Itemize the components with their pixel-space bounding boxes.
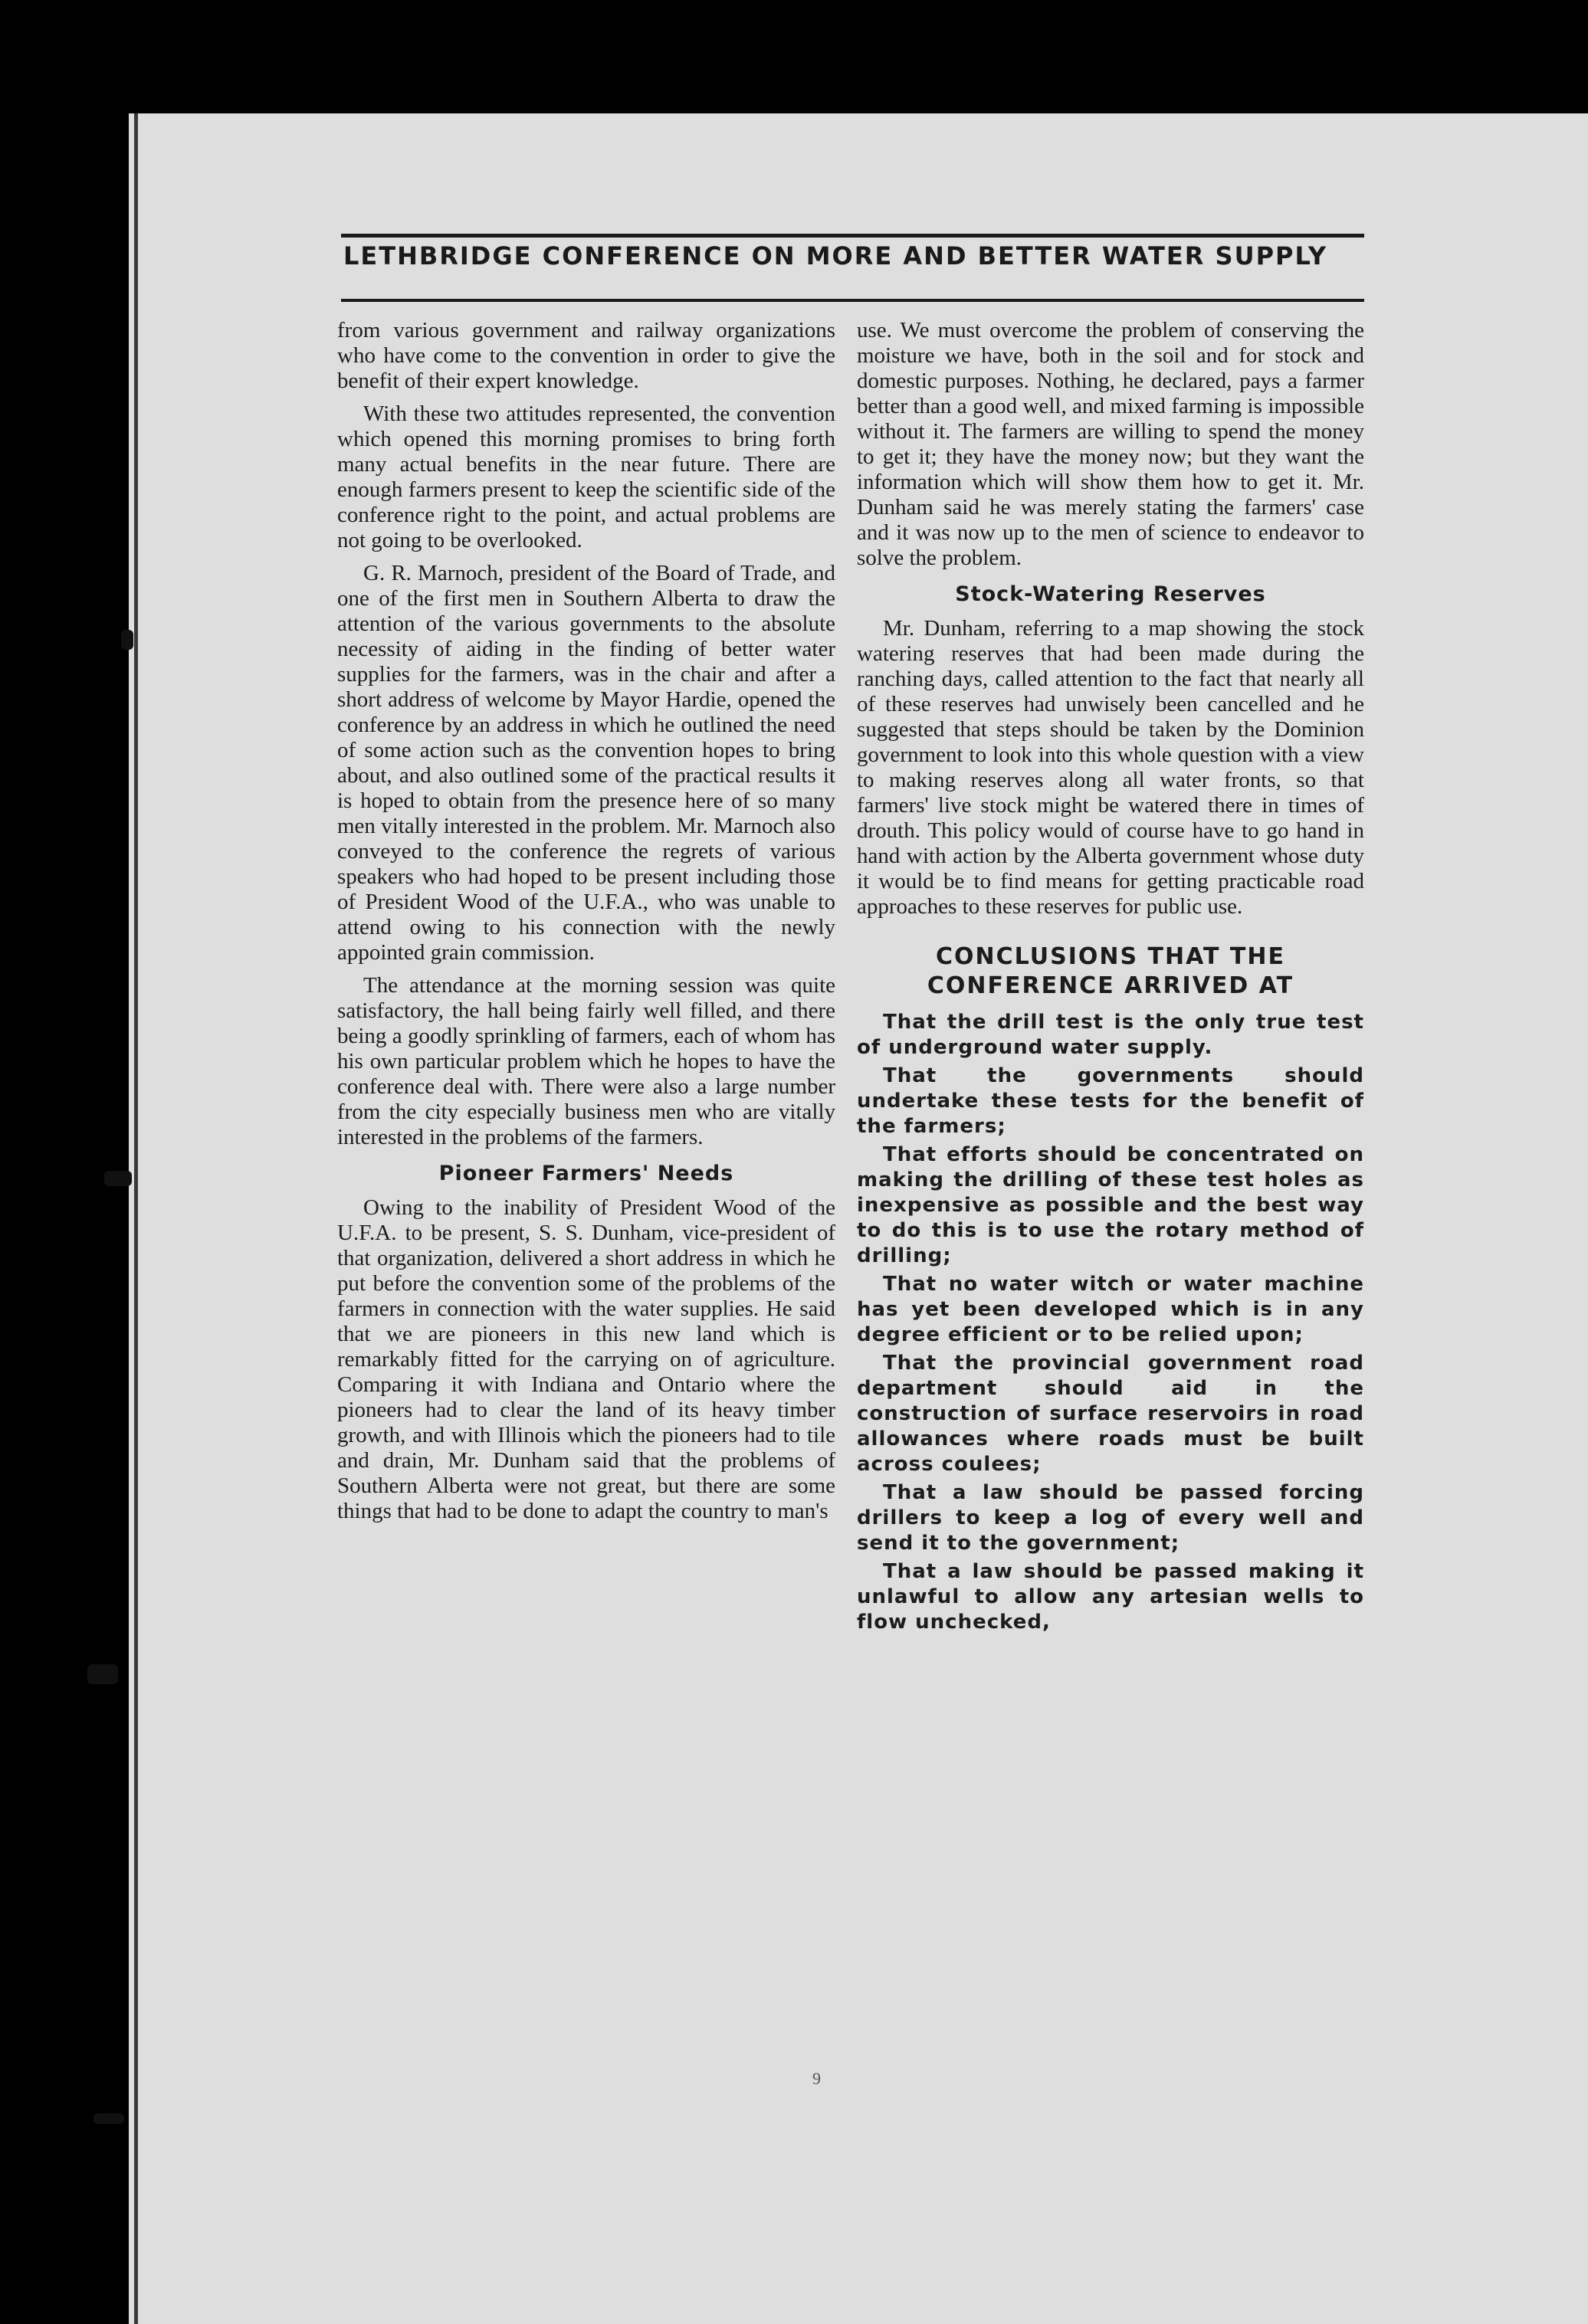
conclusion-item: That the governments should undertake these tests for the benefit of the farmers; [857, 1064, 1364, 1138]
header-rule-top [341, 234, 1364, 238]
page-number: 9 [812, 2069, 821, 2088]
article-paragraph: Owing to the inability of President Wood of the U.F.A. to be present, S. S. Dunham, vice-president of that organization, delivered a short address in which he put before the convention some of the problems of the farmers in connection with the water supplies. He said that we are pioneers in this new land which is remarkably fitted for the carrying on of agriculture. Comparing it with Indiana and Ontario where the pioneers had to clear the land of its heavy timber growth, and with Illinois which the pioneers had to tile and drain, Mr. Dunham said that the problems of Southern Alberta were not great, but there are some things that had to be done to adapt the country to man's [337, 1195, 835, 1523]
article-paragraph: G. R. Marnoch, president of the Board of Trade, and one of the first men in Southern Alberta to draw the attention of the various governments to the absolute necessity of aiding in the finding of better water supplies for the farmers, was in the chair and after a short address of welcome by Mayor Hardie, opened the conference by an address in which he outlined the need of some action such as the convention hopes to bring about, and also outlined some of the practical results it is hoped to obtain from the presence here of so many men vitally interested in the problem. Mr. Marnoch also conveyed to the conference the regrets of various speakers who had hoped to be present including those of President Wood of the U.F.A., who was unable to attend owing to his connection with the newly appointed grain commission. [337, 561, 835, 965]
conclusions-list [857, 1010, 1364, 1635]
conclusion-item: That the drill test is the only true test of underground water supply. [857, 1011, 1364, 1059]
binding-edge [134, 113, 138, 2324]
conclusion-item: That no water witch or water machine has yet been developed which is in any degree efficient or to be relied upon; [857, 1273, 1364, 1346]
conclusion-item: That a law should be passed forcing drillers to keep a log of every well and send it to the government; [857, 1481, 1364, 1555]
conclusion-item: That the provincial government road department should aid in the construction of surface reservoirs in road allowances where roads must be built across coulees; [857, 1352, 1364, 1476]
page-header-title: LETHBRIDGE CONFERENCE ON MORE AND BETTER WATER SUPPLY [343, 241, 1328, 270]
article-paragraph: Mr. Dunham, referring to a map showing the stock watering reserves that had been made during the ranching days, called attention to the fact that nearly all of these reserves had unwisely been cancelled and he suggested that steps should be taken by the Dominion government to look into this whole question with a view to making reserves along all water fronts, so that farmers' live stock might be watered there in times of drouth. This policy would of course have to go hand in hand with action by the Alberta government whose duty it would be to find means for getting practicable road approaches to these reserves for public use. [857, 616, 1364, 919]
binding-mark [94, 2113, 124, 2124]
conclusions-heading: CONCLUSIONS THAT THE CONFERENCE ARRIVED AT [927, 943, 1294, 999]
article-paragraph: from various government and railway organizations who have come to the convention in order to give the benefit of their expert knowledge. [337, 318, 835, 393]
conclusion-item: That efforts should be concentrated on making the drilling of these test holes as inexpensive as possible and the best way to do this is to use the rotary method of drilling; [857, 1143, 1364, 1267]
section-subhead: Stock-Watering Reserves [955, 582, 1266, 606]
binding-mark [87, 1664, 118, 1684]
binding-mark [121, 630, 133, 650]
article-paragraph: use. We must overcome the problem of conserving the moisture we have, both in the soil and for stock and domestic purposes. Nothing, he declared, pays a farmer better than a good well, and mixed farming is impossible without it. The farmers are willing to spend the money to get it; they have the money now; but they want the information which will show them how to get it. Mr. Dunham said he was merely stating the farmers' case and it was now up to the men of science to endeavor to solve the problem. [857, 318, 1364, 570]
right-column [857, 318, 1364, 1638]
conclusion-item: That a law should be passed making it unlawful to allow any artesian wells to flow unchecked, [857, 1560, 1364, 1634]
article-paragraph: The attendance at the morning session was quite satisfactory, the hall being fairly well filled, and there being a goodly sprinkling of farmers, each of whom has his own particular problem which he hopes to have the conference deal with. There were also a large number from the city especially business men who are vitally interested in the problems of the farmers. [337, 973, 835, 1149]
article-paragraph: With these two attitudes represented, the convention which opened this morning promises to bring forth many actual benefits in the near future. There are enough farmers present to keep the scientific side of the conference right to the point, and actual problems are not going to be overlooked. [337, 402, 835, 552]
left-column [337, 318, 835, 1532]
binding-mark [104, 1171, 132, 1186]
header-rule-bottom [341, 299, 1364, 302]
section-subhead: Pioneer Farmers' Needs [438, 1162, 734, 1185]
